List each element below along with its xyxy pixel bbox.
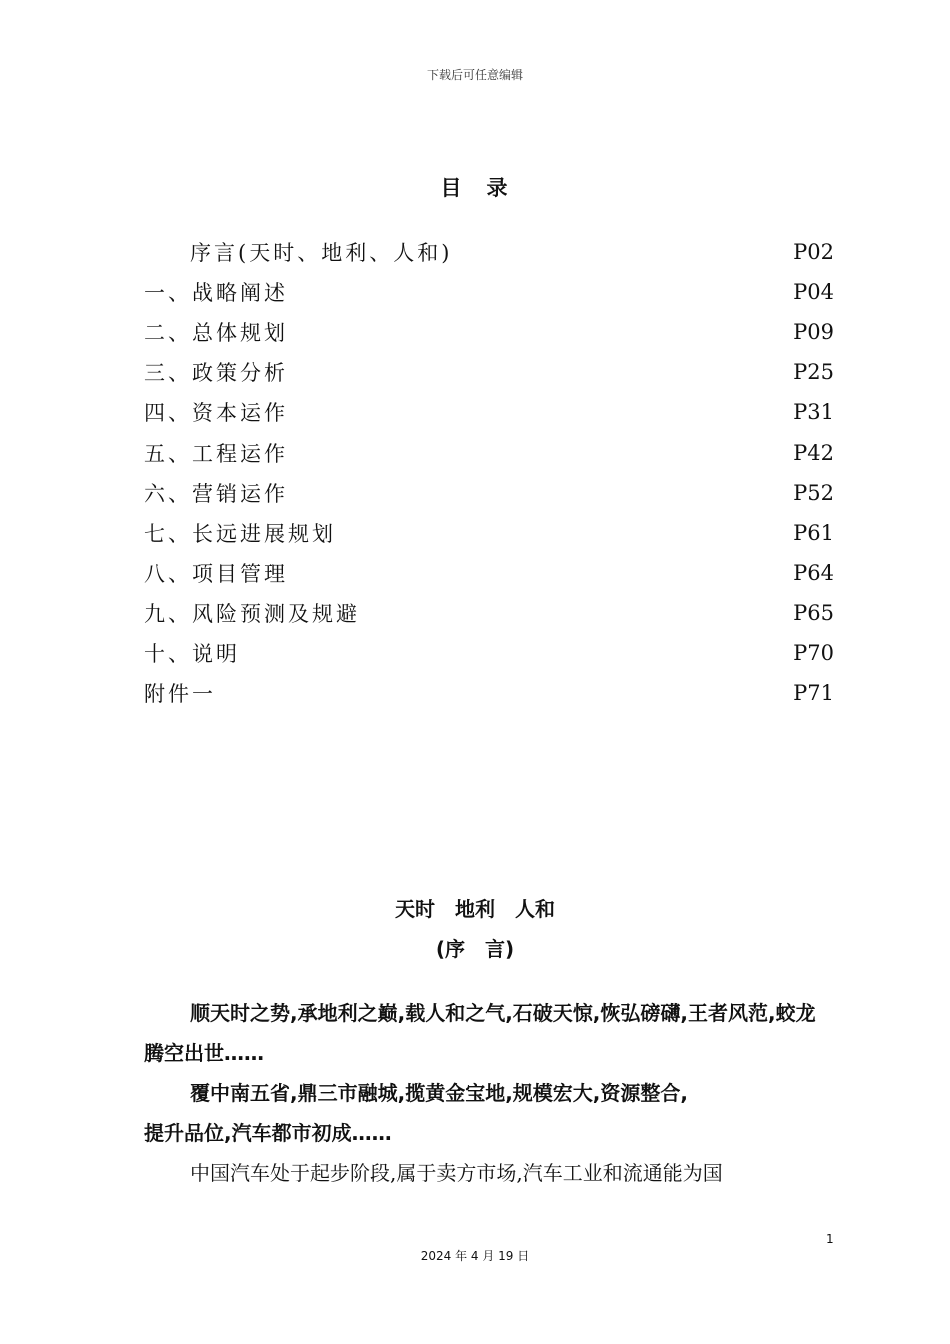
toc-entry-risk[interactable] (144, 593, 834, 633)
page-number: 1 (826, 1232, 834, 1246)
toc-entry-label: 一、战略阐述 (144, 281, 288, 306)
preface-paragraph-text: 顺天时之势,承地利之巅,载人和之气,石破天惊,恢弘磅礴,王者风范,蛟龙腾空出世…… (144, 1001, 816, 1065)
toc-entry-label: 七、长远进展规划 (144, 521, 336, 546)
toc-entry-label: 四、资本运作 (144, 401, 288, 426)
toc-entry-policy[interactable] (144, 352, 834, 392)
preface-paragraph (144, 1073, 834, 1153)
toc-entry-capital[interactable] (144, 392, 834, 432)
toc-entry-page: P71 (793, 681, 834, 706)
toc-entry-label: 附件一 (144, 682, 216, 707)
toc-entry-page: P65 (793, 600, 834, 625)
toc-entry-strategy[interactable] (144, 272, 834, 312)
toc-entry-marketing[interactable] (144, 473, 834, 513)
toc-entry-long-term[interactable] (144, 513, 834, 553)
toc-entry-label: 二、总体规划 (144, 321, 288, 346)
toc-entry-page: P25 (793, 360, 834, 385)
toc-title: 目 录 (440, 176, 510, 200)
toc-entry-notes[interactable] (144, 633, 834, 673)
toc-entry-label: 六、营销运作 (144, 481, 288, 506)
toc-entry-label: 五、工程运作 (144, 441, 288, 466)
toc-entry-page: P02 (793, 240, 834, 265)
toc-entry-engineering[interactable] (144, 432, 834, 472)
toc-entry-page: P09 (793, 320, 834, 345)
preface-subtitle: (序 言) (435, 937, 515, 961)
toc-entry-label: 十、说明 (144, 641, 240, 666)
table-of-contents (144, 232, 834, 713)
toc-entry-page: P61 (793, 520, 834, 545)
preface-paragraph-text: 提升品位,汽车都市初成…… (144, 1121, 392, 1145)
toc-entry-appendix[interactable] (144, 673, 834, 713)
toc-entry-preface[interactable] (144, 232, 834, 272)
toc-entry-page: P70 (793, 640, 834, 665)
toc-entry-project-management[interactable] (144, 553, 834, 593)
preface-paragraph (144, 993, 834, 1073)
toc-entry-page: P04 (793, 280, 834, 305)
preface-paragraph-text: 覆中南五省,鼎三市融城,揽黄金宝地,规模宏大,资源整合, (190, 1081, 688, 1105)
toc-entry-page: P52 (793, 480, 834, 505)
preface-paragraph-text: 中国汽车处于起步阶段,属于卖方市场,汽车工业和流通能为国 (190, 1161, 723, 1185)
toc-entry-overall-plan[interactable] (144, 312, 834, 352)
toc-entry-label: 八、项目管理 (144, 561, 288, 586)
toc-entry-label: 序言(天时、地利、人和) (190, 241, 453, 266)
preface-title: 天时 地利 人和 (395, 897, 555, 921)
header-note: 下载后可任意编辑 (426, 68, 523, 82)
toc-entry-label: 九、风险预测及规避 (144, 601, 360, 626)
preface-paragraph (144, 1153, 834, 1193)
toc-entry-page: P64 (793, 560, 834, 585)
toc-entry-page: P31 (793, 400, 834, 425)
toc-entry-page: P42 (793, 440, 834, 465)
toc-entry-label: 三、政策分析 (144, 361, 288, 386)
footer-date: 2024 年 4 月 19 日 (420, 1249, 530, 1263)
